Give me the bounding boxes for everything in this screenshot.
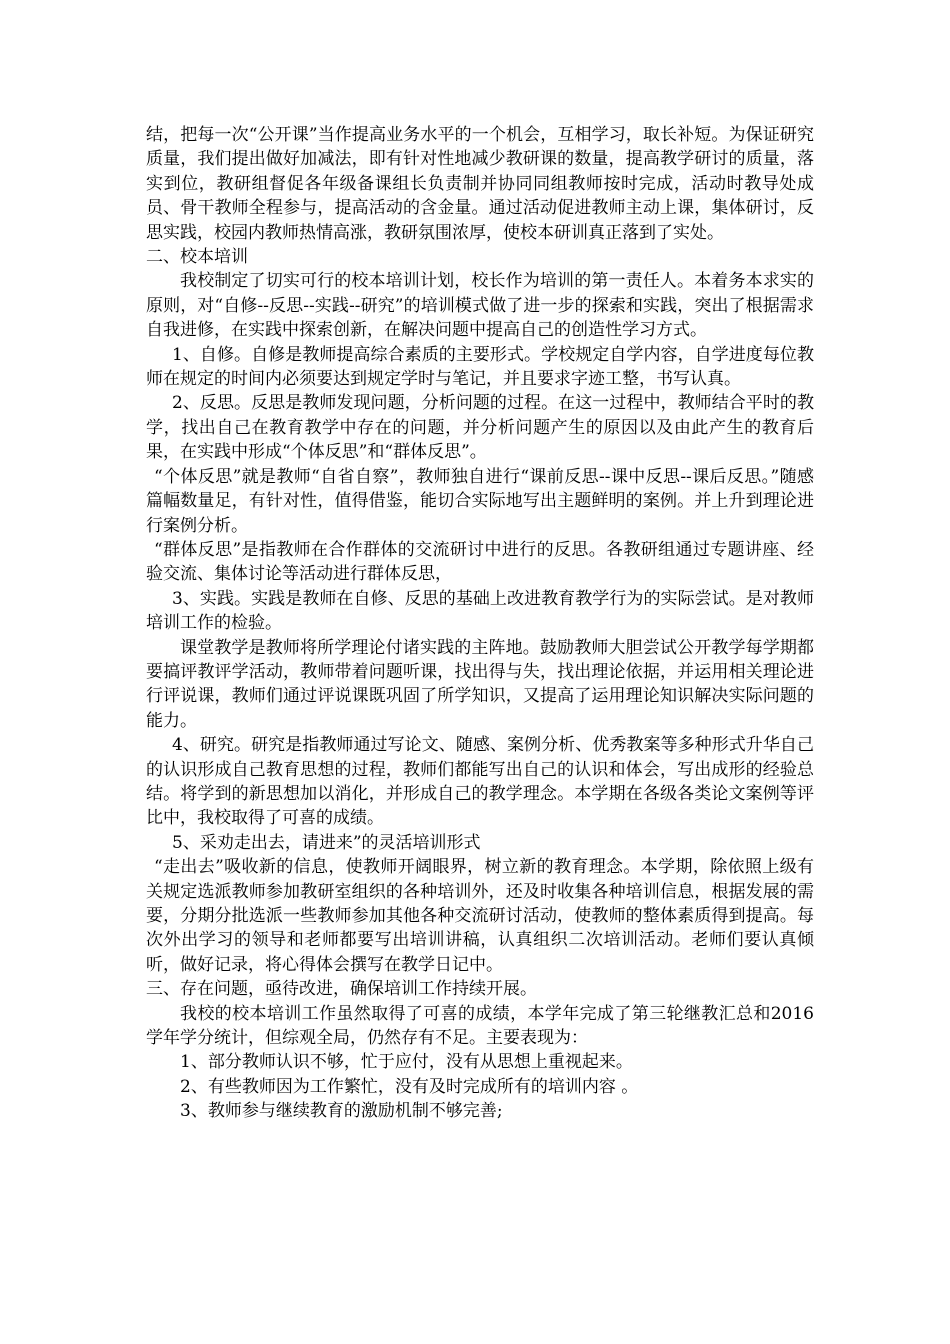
paragraph-group-reflection: “群体反思”是指教师在合作群体的交流研讨中进行的反思。各教研组通过专题讲座、经验交流、集体讨论等活动进行群体反思，	[146, 539, 814, 585]
list-item-problem-2: 2、有些教师因为工作繁忙，没有及时完成所有的培训内容 。	[180, 1076, 639, 1097]
paragraph-go-out: “走出去”吸收新的信息，使教师开阔眼界，树立新的教育理念。本学期，除依照上级有关规定选派教师参加教研室组织的各种培训外，还及时收集各种培训信息，根据发展的需要，分期分批选派一些教师参加其他各种交流研讨活动，使教师的整体素质得到提高。每次外出学习的领导和老师都要写出培训讲稿，认真组织二次培训活动。老师们要认真倾听，做好记录，将心得体会撰写在教学日记中。	[146, 857, 814, 975]
document-body	[146, 123, 814, 1124]
paragraph-practice: 3、实践。实践是教师在自修、反思的基础上改进教育教学行为的实际尝试。是对教师培训工作的检验。	[146, 588, 814, 634]
paragraph-problems-summary: 我校的校本培训工作虽然取得了可喜的成绩，本学年完成了第三轮继教汇总和2016学年学分统计，但综观全局，仍然存有不足。主要表现为：	[146, 1003, 814, 1049]
paragraph-go-out-title: 5、采劝走出去，请进来”的灵活培训形式	[172, 832, 481, 853]
section-heading-problems: 三、存在问题，亟待改进，确保培训工作持续开展。	[146, 979, 537, 1000]
list-item-problem-1: 1、部分教师认识不够，忙于应付，没有从思想上重视起来。	[180, 1052, 633, 1073]
paragraph-classroom-teaching: 课堂教学是教师将所学理论付诸实践的主阵地。鼓励教师大胆尝试公开教学每学期都要搞评教评学活动，教师带着问题听课，找出得与失，找出理论依据，并运用相关理论进行评说课，教师们通过评说课既巩固了所学知识，又提高了运用理论知识解决实际问题的能力。	[146, 637, 814, 731]
section-heading-school-training: 二、校本培训	[146, 247, 248, 268]
paragraph-continuation: 结，把每一次“公开课”当作提高业务水平的一个机会，互相学习，取长补短。为保证研究质量，我们提出做好加减法，即有针对性地减少教研课的数量，提高教学研讨的质量，落实到位，教研组督促各年级备课组长负责制并协同同组教师按时完成，活动时教导处成员、骨干教师全程参与，提高活动的含金量。通过活动促进教师主动上课，集体研讨，反思实践，校园内教师热情高涨，教研氛围浓厚，使校本研训真正落到了实处。	[146, 125, 814, 243]
paragraph-research: 4、研究。研究是指教师通过写论文、随感、案例分析、优秀教案等多种形式升华自己的认识形成自己教育思想的过程，教师们都能写出自己的认识和体会，写出成形的经验总结。将学到的新思想加以消化，并形成自己的教学理念。本学期在各级各类论文案例等评比中，我校取得了可喜的成绩。	[146, 735, 814, 829]
paragraph-training-plan: 我校制定了切实可行的校本培训计划，校长作为培训的第一责任人。本着务本求实的原则，对“自修--反思--实践--研究”的培训模式做了进一步的探索和实践，突出了根据需求自我进修，在实践中探索创新，在解决问题中提高自己的创造性学习方式。	[146, 271, 814, 341]
list-item-problem-3: 3、教师参与继续教育的激励机制不够完善;	[180, 1101, 503, 1122]
paragraph-self-study: 1、自修。自修是教师提高综合素质的主要形式。学校规定自学内容，自学进度每位教师在规定的时间内必须要达到规定学时与笔记，并且要求字迹工整，书写认真。	[146, 344, 814, 390]
paragraph-reflection: 2、反思。反思是教师发现问题，分析问题的过程。在这一过程中，教师结合平时的教学，找出自己在教育教学中存在的问题，并分析问题产生的原因以及由此产生的教育后果，在实践中形成“个体反思”和“群体反思”。	[146, 393, 814, 463]
paragraph-individual-reflection: “个体反思”就是教师“自省自察”，教师独自进行“课前反思--课中反思--课后反思。”随感篇幅数量足，有针对性，值得借鉴，能切合实际地写出主题鲜明的案例。并上升到理论进行案例分析。	[146, 466, 814, 536]
